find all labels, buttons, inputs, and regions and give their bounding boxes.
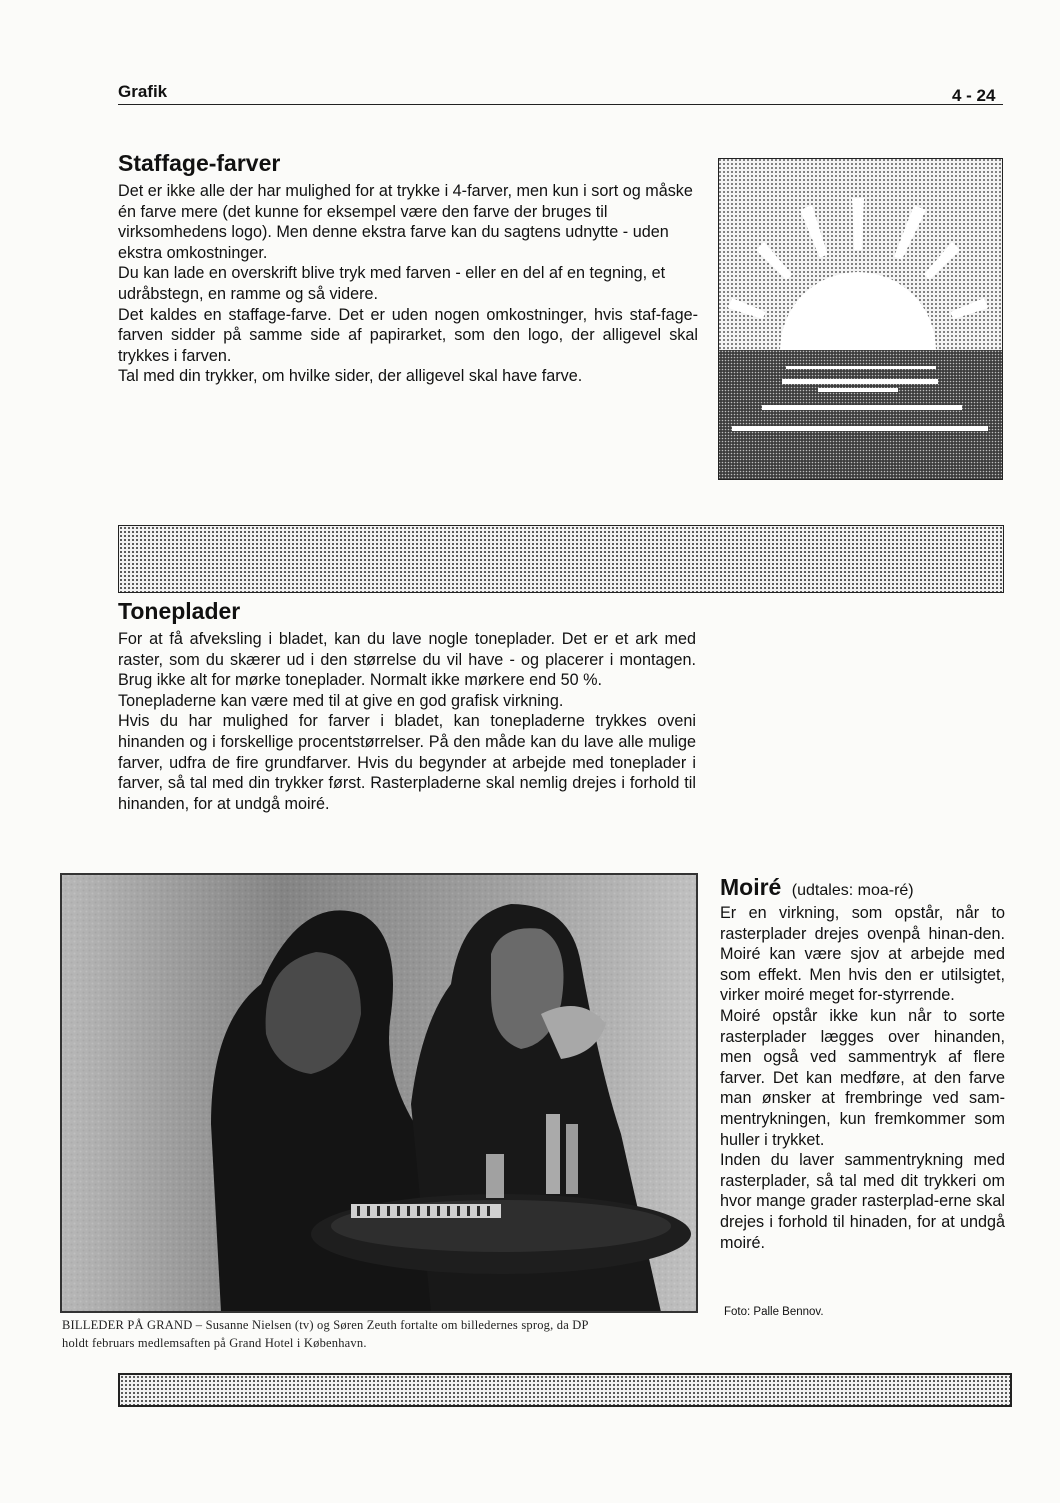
staffage-paragraph: Det kaldes en staffage-farve. Det er uden nogen omkostninger, hvis staf-fage-farven sidder på samme side af papirarket, som den logo, der alligevel skal trykkes i farven. (118, 305, 698, 365)
moire-heading (720, 874, 1005, 901)
moire-section (720, 874, 1005, 1253)
event-photo (60, 873, 698, 1313)
photo-credit: Foto: Palle Bennov. (724, 1306, 824, 1318)
running-header-section: Grafik (118, 82, 168, 101)
moire-title: Moiré (720, 874, 782, 900)
staffage-paragraph: Tal med din trykker, om hvilke sider, der alligevel skal have farve. (118, 367, 583, 386)
sunset-illustration (718, 158, 1003, 480)
page-number: 4 - 24 (952, 86, 996, 105)
toneplader-section (118, 598, 696, 814)
staffage-title: Staffage-farver (118, 150, 281, 176)
toneplader-title: Toneplader (118, 598, 241, 624)
toneplader-paragraph: For at få afveksling i bladet, kan du lave nogle toneplader. Det er et ark med raster, som du skærer ud i den størrelse du vil have - og placerer i montagen. Brug ikke alt for mørke toneplader. Normalt ikke mørkere end 50 %. (118, 630, 696, 690)
header-rule (118, 104, 1003, 105)
photo-caption (62, 1316, 702, 1352)
toneplader-paragraph: Hvis du har mulighed for farver i bladet, kan tonepladerne trykkes oveni hinanden og i forskellige procentstørrelser. På den måde kan du lave alle mulige farver, udfra de fire grundfarver. Hvis du begynder at arbejde med toneplader i farver, så tal med din trykker først. Rasterpladerne skal nemlig drejes i forhold til hinanden, for at undgå moiré. (118, 712, 696, 813)
staffage-paragraph: Du kan lade en overskrift blive tryk med farven - eller en del af en tegning, et udråbstegn, en ramme og så videre. (118, 264, 666, 303)
moire-pronunciation: (udtales: moa-ré) (791, 882, 914, 899)
moire-body (720, 903, 1005, 1253)
tone-plate-band (118, 525, 1004, 593)
staffage-section (118, 150, 698, 387)
bottom-tone-strip (118, 1373, 1012, 1407)
photo-caption-line: BILLEDER PÅ GRAND – Susanne Nielsen (tv) og Søren Zeuth fortalte om billedernes sprog, da DP (62, 1318, 589, 1332)
toneplader-paragraph: Tonepladerne kan være med til at give en god grafisk virkning. (118, 691, 564, 710)
moire-paragraph: Moiré opstår ikke kun når to sorte rasterplader lægges over hinanden, men også ved sammentryk af flere farver. Det kan medføre, at den farve man ønsker at frembringe ved sam-mentrykningen, kun fremkommer som huller i trykket. (720, 1006, 1005, 1149)
staffage-paragraph: Det er ikke alle der har mulighed for at trykke i 4-farver, men kun i sort og måske én farve mere (det kunne for eksempel være den farve der bruges til virksomhedens logo). Men denne ekstra farve kan du sagtens udnytte - uden ekstra omkostninger. (118, 182, 693, 262)
photo-caption-line: holdt februars medlemsaften på Grand Hotel i København. (62, 1336, 367, 1350)
staffage-body (118, 181, 698, 387)
toneplader-body (118, 629, 696, 814)
moire-paragraph: Er en virkning, som opstår, når to rasterplader drejes ovenpå hinan-den. Moiré kan være sjov at arbejde med som effekt. Men hvis den er utilsigtet, virker moiré meget for-styrrende. (720, 904, 1005, 1005)
moire-paragraph: Inden du laver sammentrykning med rasterplader, så tal med dit trykkeri om hvor mange grader rasterplad-erne skal drejes i forhold til hinaden, for at undgå moiré. (720, 1151, 1005, 1252)
